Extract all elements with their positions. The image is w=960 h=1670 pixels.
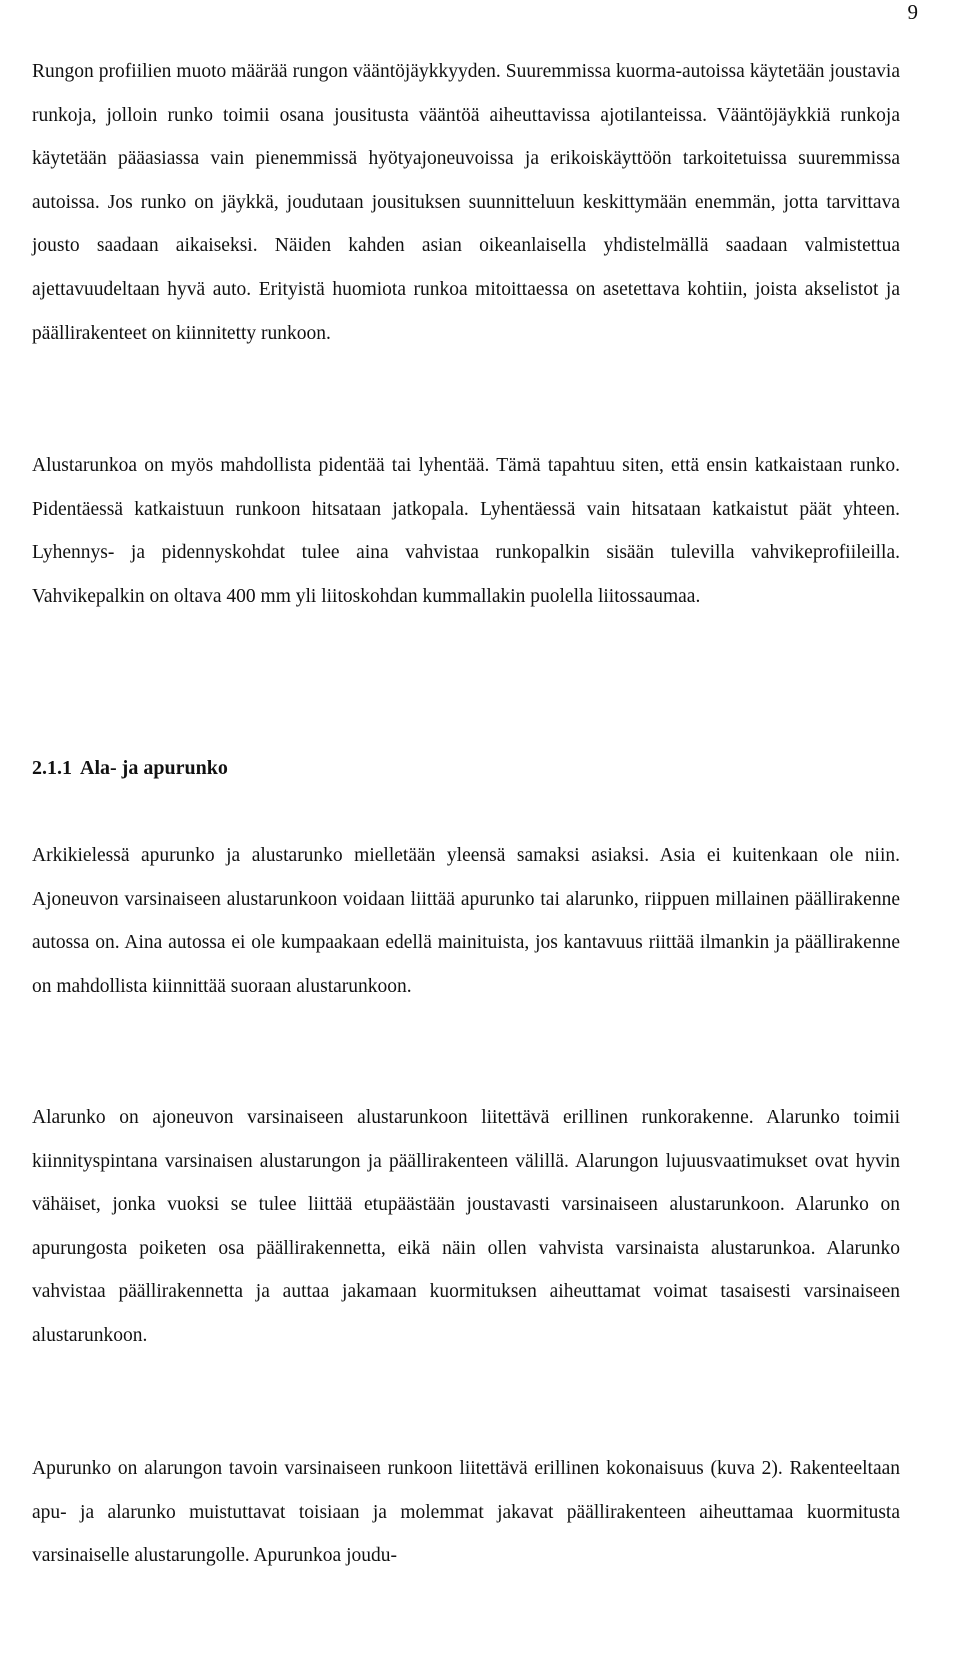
body-paragraph-subframe-intro: Arkikielessä apurunko ja alustarunko mielletään yleensä samaksi asiaksi. Asia ei kuitenkaan ole niin. Ajoneuvon varsinaiseen alustarunkoon voidaan liittää apurunko tai alarunko, riippuen millainen päällirakenne autossa on. Aina autossa ei ole kumpaakaan edellä mainituista, jos kantavuus riittää ilmankin ja päällirakenne on mahdollista kiinnittää suoraan alustarunkoon. — [32, 845, 900, 997]
section-number: 2.1.1 — [32, 757, 72, 779]
body-paragraph-frame-profiles: Rungon profiilien muoto määrää rungon vääntöjäykkyyden. Suuremmissa kuorma-autoissa käytetään joustavia runkoja, jolloin runko toimii osana jousitusta vääntöä aiheuttavissa ajotilanteissa. Vääntöjäykkiä runkoja käytetään pääasiassa vain pienemmissä hyötyajoneuvoissa ja erikoiskäyttöön tarkoitetuissa suuremmissa autoissa. Jos runko on jäykkä, joudutaan jousituksen suunnitteluun keskittymään enemmän, jotta tarvittava jousto saadaan aikaiseksi. Näiden kahden asian oikeanlaisella yhdistelmällä saadaan valmistettua ajettavuudeltaan hyvä auto. Erityistä huomiota runkoa mitoittaessa on asetettava kohtiin, joista akselistot ja päällirakenteet on kiinnitetty runkoon. — [32, 61, 900, 344]
body-paragraph-subframe: Apurunko on alarungon tavoin varsinaiseen runkoon liitettävä erillinen kokonaisuus (kuva 2). Rakenteeltaan apu- ja alarunko muistuttavat toisiaan ja molemmat jakavat päällirakenteen aiheuttamaa kuormitusta varsinaiselle alustarungolle. Apurunkoa joudu- — [32, 1458, 900, 1567]
section-heading — [32, 753, 228, 783]
page-number: 9 — [907, 0, 918, 24]
section-title: Ala- ja apurunko — [80, 757, 228, 779]
body-paragraph-frame-lengthening: Alustarunkoa on myös mahdollista pidentää tai lyhentää. Tämä tapahtuu siten, että ensin katkaistaan runko. Pidentäessä katkaistuun runkoon hitsataan jatkopala. Lyhentäessä vain hitsataan katkaistut päät yhteen. Lyhennys- ja pidennyskohdat tulee aina vahvistaa runkopalkin sisään tulevilla vahvikeprofiileilla. Vahvikepalkin on oltava 400 mm yli liitoskohdan kummallakin puolella liitossaumaa. — [32, 455, 900, 607]
body-paragraph-lower-frame: Alarunko on ajoneuvon varsinaiseen alustarunkoon liitettävä erillinen runkorakenne. Alarunko toimii kiinnityspintana varsinaisen alustarungon ja päällirakenteen välillä. Alarungon lujuusvaatimukset ovat hyvin vähäiset, jonka vuoksi se tulee liittää etupäästään joustavasti varsinaiseen alustarunkoon. Alarunko on apurungosta poiketen osa päällirakennetta, eikä näin ollen vahvista varsinaista alustarunkoa. Alarunko vahvistaa päällirakennetta ja auttaa jakamaan kuormituksen aiheuttamat voimat tasaisesti varsinaiseen alustarunkoon. — [32, 1107, 900, 1346]
